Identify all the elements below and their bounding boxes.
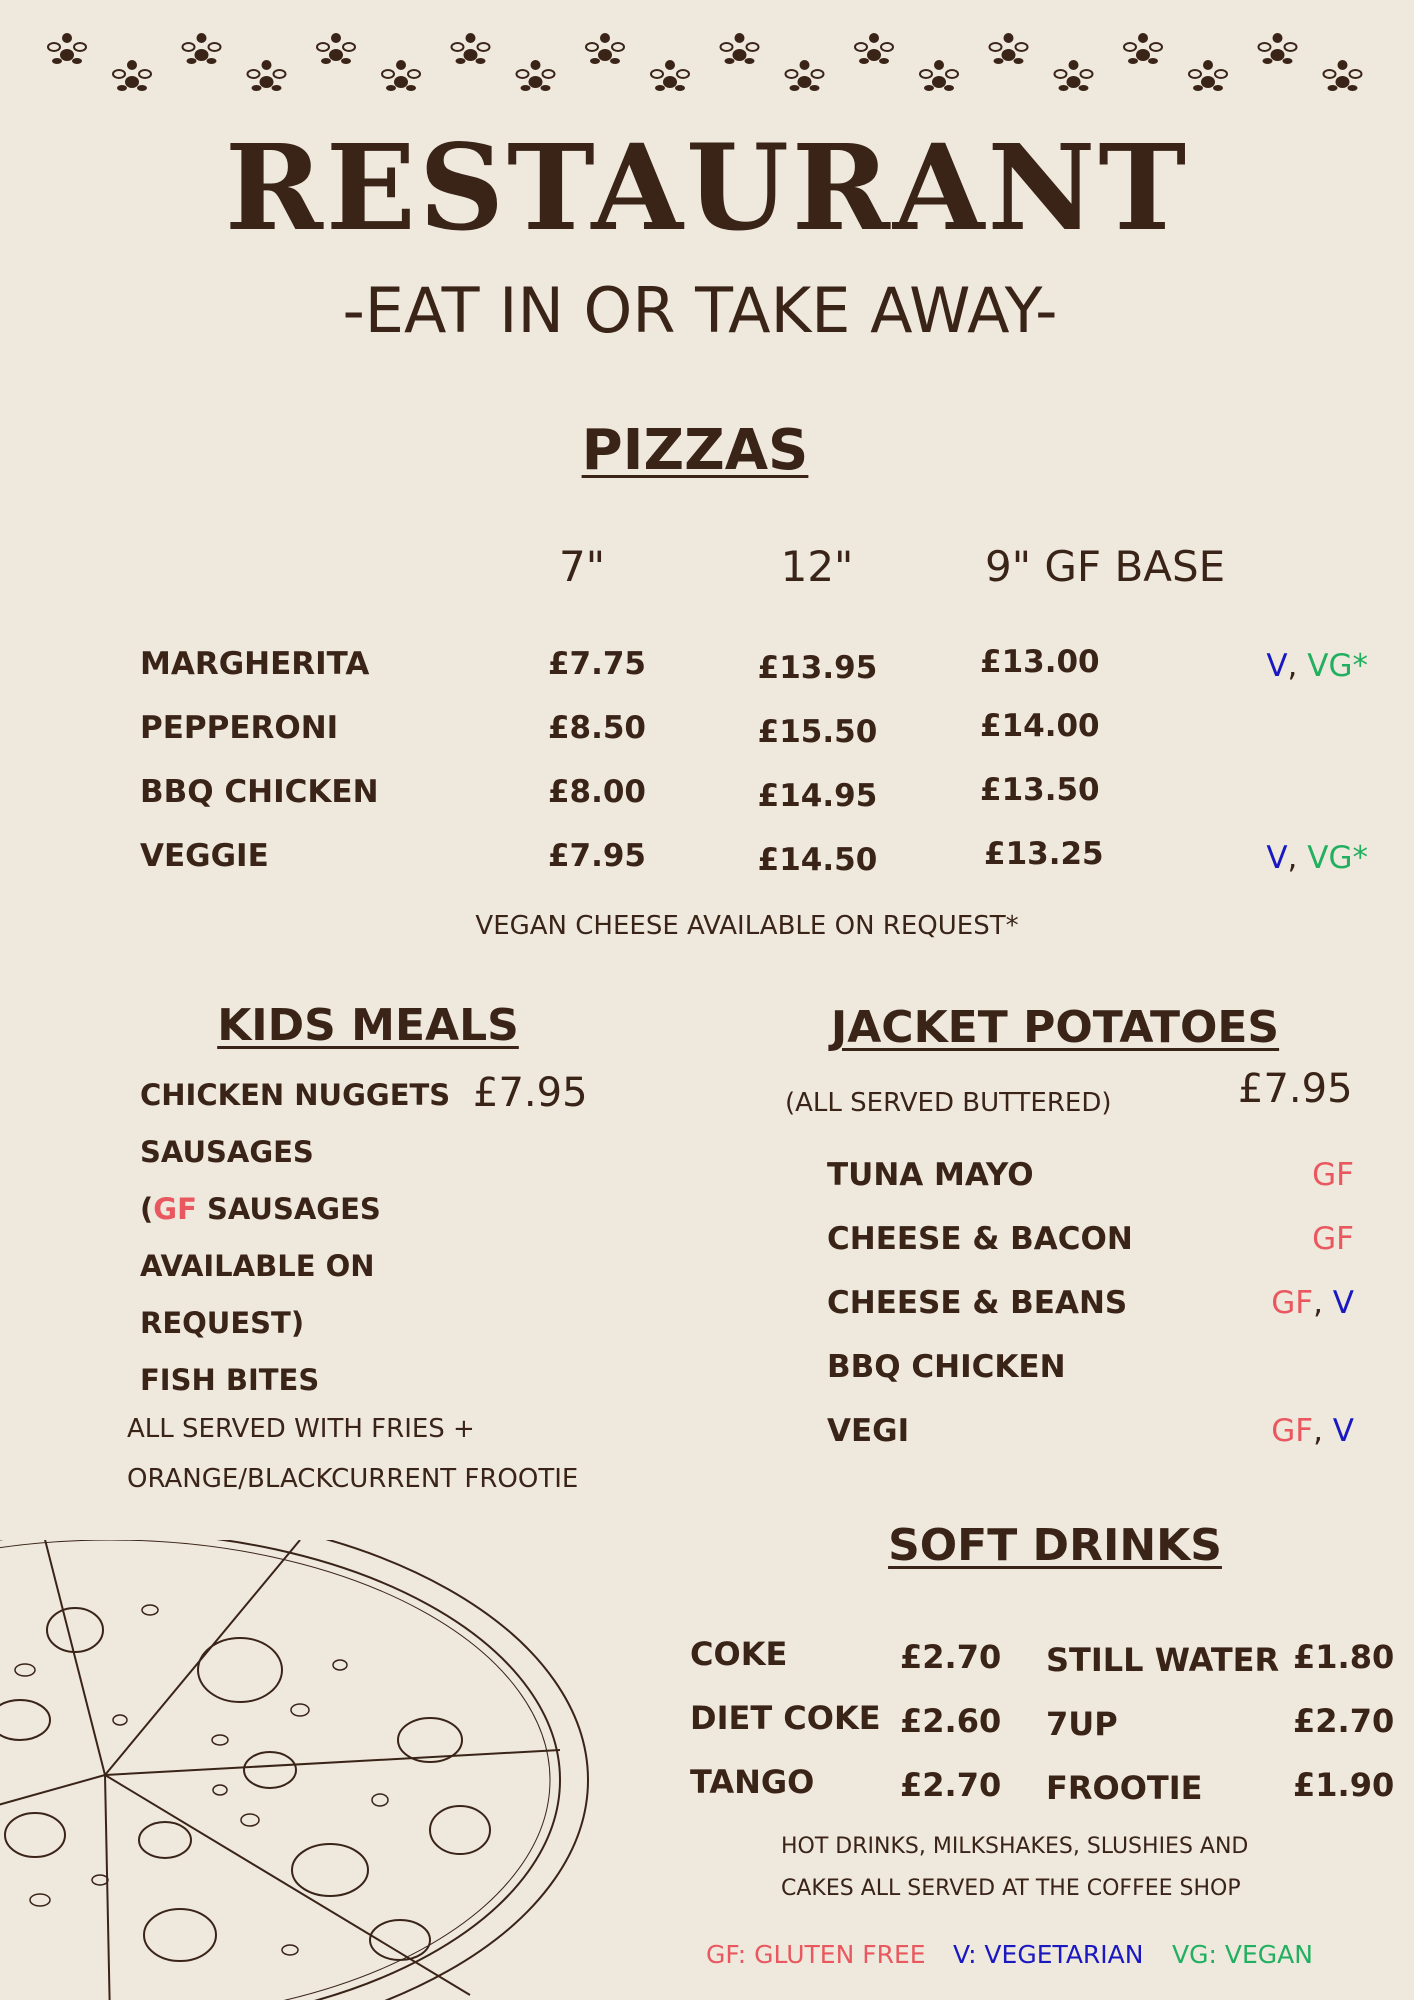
pizza-name: VEGGIE xyxy=(140,838,269,874)
paren-open: ( xyxy=(140,1192,154,1226)
pizzas-heading: PIZZAS xyxy=(581,418,809,483)
drink-price: £2.70 xyxy=(900,1766,1002,1804)
coffee-shop-note: CAKES ALL SERVED AT THE COFFEE SHOP xyxy=(781,1876,1241,1901)
jacket-item: CHEESE & BACON xyxy=(827,1221,1133,1257)
drink-name: STILL WATER xyxy=(1046,1641,1280,1679)
kids-item: FISH BITES xyxy=(140,1363,320,1397)
vegetarian-tag: V xyxy=(1332,1413,1354,1449)
vegan-tag: VG* xyxy=(1307,648,1368,684)
drink-price: £1.80 xyxy=(1293,1638,1395,1676)
jacket-dietary-tags xyxy=(1200,1157,1354,1193)
tag-separator: , xyxy=(1313,1413,1333,1449)
vegetarian-tag: V xyxy=(1266,840,1288,876)
pizza-price-7: £8.50 xyxy=(547,710,646,746)
drink-price: £2.70 xyxy=(1293,1702,1395,1740)
tag-separator: , xyxy=(1287,648,1308,684)
drink-name: TANGO xyxy=(690,1763,815,1801)
jacket-subnote: (ALL SERVED BUTTERED) xyxy=(785,1088,1112,1118)
kids-meals-price: £7.95 xyxy=(473,1070,588,1116)
jacket-item: VEGI xyxy=(827,1413,910,1449)
pizza-name: PEPPERONI xyxy=(140,710,339,746)
gluten-free-tag: GF xyxy=(1312,1157,1354,1193)
jacket-dietary-tags xyxy=(1200,1413,1354,1449)
kids-meals-heading: KIDS MEALS xyxy=(217,1000,519,1051)
drink-name: COKE xyxy=(690,1635,788,1673)
vegetarian-tag: V xyxy=(1266,648,1288,684)
drink-name: 7UP xyxy=(1046,1705,1118,1743)
kids-item: SAUSAGES xyxy=(140,1135,314,1169)
soft-drinks-heading: SOFT DRINKS xyxy=(888,1520,1222,1571)
kids-gf-sausages-note xyxy=(140,1192,381,1226)
jacket-potatoes-price: £7.95 xyxy=(1238,1066,1353,1112)
pizza-price-gf: £13.00 xyxy=(980,644,1100,680)
pizza-price-gf: £13.25 xyxy=(984,836,1104,872)
drink-price: £1.90 xyxy=(1293,1766,1395,1804)
pizza-dietary-tags xyxy=(1220,648,1368,684)
floral-border-decoration xyxy=(0,0,1414,110)
pizza-price-12: £14.95 xyxy=(757,778,878,814)
pizza-price-7: £7.95 xyxy=(547,838,646,874)
gluten-free-tag: GF xyxy=(1312,1221,1354,1257)
pizza-price-12: £15.50 xyxy=(757,714,878,750)
pizza-price-7: £7.75 xyxy=(547,646,646,682)
pizza-price-12: £13.95 xyxy=(757,650,878,686)
kids-gf-note-line: REQUEST) xyxy=(140,1306,305,1340)
pizza-name: BBQ CHICKEN xyxy=(140,774,379,810)
pizza-price-7: £8.00 xyxy=(547,774,646,810)
pizza-illustration xyxy=(0,1540,600,2000)
vegetarian-tag: V xyxy=(1332,1285,1354,1321)
tag-separator: , xyxy=(1287,840,1308,876)
kids-gf-note-line: AVAILABLE ON xyxy=(140,1249,375,1283)
coffee-shop-note: HOT DRINKS, MILKSHAKES, SLUSHIES AND xyxy=(781,1834,1249,1859)
page-title: RESTAURANT xyxy=(224,118,1190,257)
jacket-item: CHEESE & BEANS xyxy=(827,1285,1128,1321)
size-header-12: 12" xyxy=(780,542,854,591)
pizza-price-12: £14.50 xyxy=(757,842,878,878)
size-header-7: 7" xyxy=(558,542,606,591)
gf-sausages-text: SAUSAGES xyxy=(196,1192,381,1226)
legend-gluten-free: GF: GLUTEN FREE xyxy=(706,1940,926,1969)
gluten-free-tag: GF xyxy=(153,1192,197,1226)
pizza-price-gf: £14.00 xyxy=(980,708,1100,744)
pizza-price-gf: £13.50 xyxy=(980,772,1100,808)
pizza-dietary-tags xyxy=(1220,840,1368,876)
drink-name: DIET COKE xyxy=(690,1699,881,1737)
drink-price: £2.70 xyxy=(900,1638,1002,1676)
jacket-item: TUNA MAYO xyxy=(827,1157,1034,1193)
jacket-potatoes-heading: JACKET POTATOES xyxy=(830,1002,1280,1053)
legend-vegan: VG: VEGAN xyxy=(1172,1940,1313,1969)
jacket-dietary-tags xyxy=(1200,1221,1354,1257)
gluten-free-tag: GF xyxy=(1271,1285,1314,1321)
tag-separator: , xyxy=(1313,1285,1333,1321)
size-header-gf: 9" GF BASE xyxy=(985,542,1226,591)
drink-name: FROOTIE xyxy=(1046,1769,1203,1807)
legend-vegetarian: V: VEGETARIAN xyxy=(953,1940,1144,1969)
kids-served-note: ORANGE/BLACKCURRENT FROOTIE xyxy=(127,1464,579,1494)
drink-price: £2.60 xyxy=(900,1702,1002,1740)
kids-item: CHICKEN NUGGETS xyxy=(140,1078,451,1112)
page-subtitle: -EAT IN OR TAKE AWAY- xyxy=(342,274,1058,347)
gluten-free-tag: GF xyxy=(1271,1413,1314,1449)
vegan-tag: VG* xyxy=(1307,840,1368,876)
jacket-dietary-tags xyxy=(1200,1285,1354,1321)
pizza-name: MARGHERITA xyxy=(140,646,370,682)
vegan-cheese-note: VEGAN CHEESE AVAILABLE ON REQUEST* xyxy=(475,911,1019,941)
jacket-item: BBQ CHICKEN xyxy=(827,1349,1066,1385)
kids-served-note: ALL SERVED WITH FRIES + xyxy=(127,1414,475,1444)
